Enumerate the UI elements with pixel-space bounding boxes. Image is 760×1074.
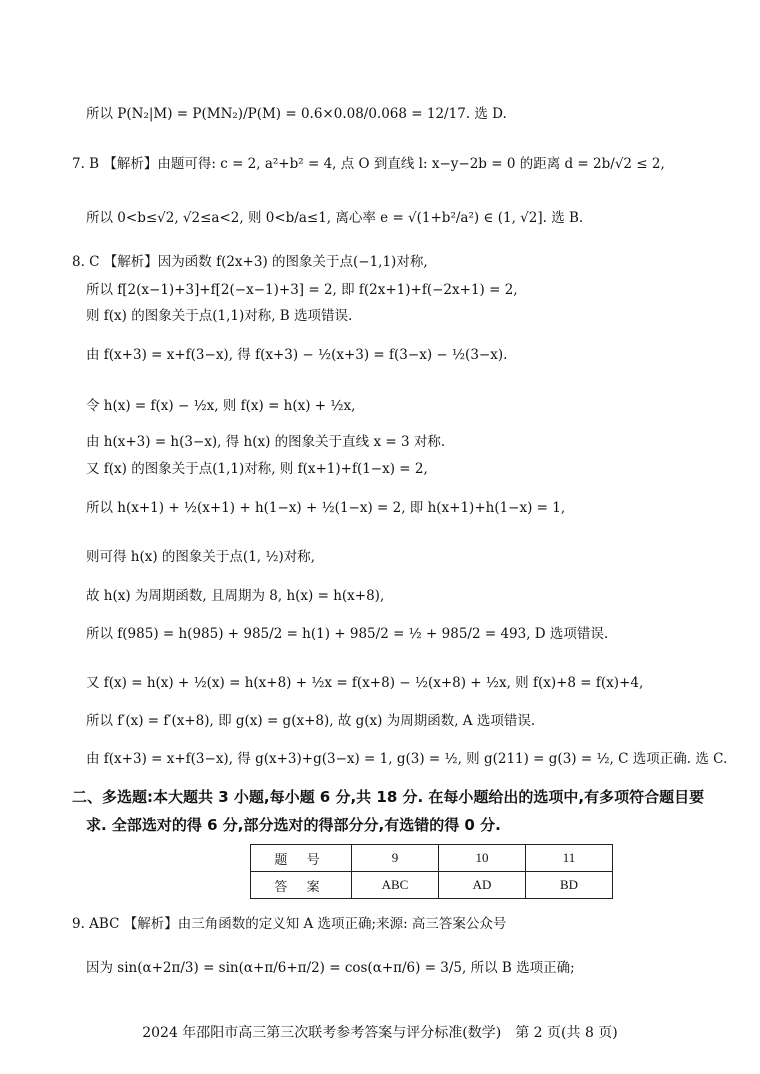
text-line-q9-b: 因为 sin(α+2π/3) = sin(α+π/6+π/2) = cos(α+π/6) = 3/5, 所以 B 选项正确; (86, 960, 575, 976)
text-line-q9: 9. ABC 【解析】由三角函数的定义知 A 选项正确;来源: 高三答案公众号 (72, 916, 507, 932)
table-cell: 9 (352, 845, 439, 872)
text-line-9: 由 h(x+3) = h(3−x), 得 h(x) 的图象关于直线 x = 3 对称. (86, 434, 446, 450)
page-footer: 2024 年邵阳市高三第三次联考参考答案与评分标准(数学) 第 2 页(共 8 页) (142, 1025, 618, 1041)
table-cell: 11 (526, 845, 613, 872)
table-cell: BD (526, 872, 613, 899)
text-line-14: 所以 f(985) = h(985) + 985/2 = h(1) + 985/2 = ½ + 985/2 = 493, D 选项错误. (86, 626, 609, 642)
text-line-q7: 7. B 【解析】由题可得: c = 2, a²+b² = 4, 点 O 到直线 l: x−y−2b = 0 的距离 d = 2b/√2 ≤ 2, (72, 156, 665, 172)
text-line-10: 又 f(x) 的图象关于点(1,1)对称, 则 f(x+1)+f(1−x) = 2, (86, 461, 428, 477)
text-line-8: 令 h(x) = f(x) − ½x, 则 f(x) = h(x) + ½x, (86, 398, 356, 414)
section-heading-line-2: 求. 全部选对的得 6 分,部分选对的得部分分,有选错的得 0 分. (86, 816, 501, 834)
text-line-6: 则 f(x) 的图象关于点(1,1)对称, B 选项错误. (86, 308, 353, 324)
text-line-11: 所以 h(x+1) + ½(x+1) + h(1−x) + ½(1−x) = 2, 即 h(x+1)+h(1−x) = 1, (86, 500, 566, 516)
section-heading-line-1: 二、多选题:本大题共 3 小题,每小题 6 分,共 18 分. 在每小题给出的选项中,有多项符合题目要 (72, 788, 705, 806)
text-line-13: 故 h(x) 为周期函数, 且周期为 8, h(x) = h(x+8), (86, 588, 385, 604)
text-line-12: 则可得 h(x) 的图象关于点(1, ½)对称, (86, 549, 316, 565)
text-line-17: 由 f(x+3) = x+f(3−x), 得 g(x+3)+g(3−x) = 1, g(3) = ½, 则 g(211) = g(3) = ½, C 选项正确. 选 C. (86, 751, 728, 767)
text-line-1: 所以 P(N₂|M) = P(MN₂)/P(M) = 0.6×0.08/0.068 = 12/17. 选 D. (86, 106, 507, 122)
table-cell: ABC (352, 872, 439, 899)
answer-table (250, 844, 613, 899)
text-line-15: 又 f(x) = h(x) + ½(x) = h(x+8) + ½x = f(x+8) − ½(x+8) + ½x, 则 f(x)+8 = f(x)+4, (86, 675, 644, 691)
table-row (251, 872, 613, 899)
text-line-5: 所以 f[2(x−1)+3]+f[2(−x−1)+3] = 2, 即 f(2x+1)+f(−2x+1) = 2, (86, 282, 518, 298)
table-cell: AD (439, 872, 526, 899)
table-cell: 题 号 (251, 845, 352, 872)
table-row (251, 845, 613, 872)
text-line-3: 所以 0<b≤√2, √2≤a<2, 则 0<b/a≤1, 离心率 e = √(1+b²/a²) ∈ (1, √2]. 选 B. (86, 210, 584, 226)
text-line-16: 所以 f′(x) = f′(x+8), 即 g(x) = g(x+8), 故 g(x) 为周期函数, A 选项错误. (86, 713, 536, 729)
table-cell: 答 案 (251, 872, 352, 899)
text-line-7: 由 f(x+3) = x+f(3−x), 得 f(x+3) − ½(x+3) = f(3−x) − ½(3−x). (86, 347, 508, 363)
text-line-q8: 8. C 【解析】因为函数 f(2x+3) 的图象关于点(−1,1)对称, (72, 254, 428, 270)
table-cell: 10 (439, 845, 526, 872)
